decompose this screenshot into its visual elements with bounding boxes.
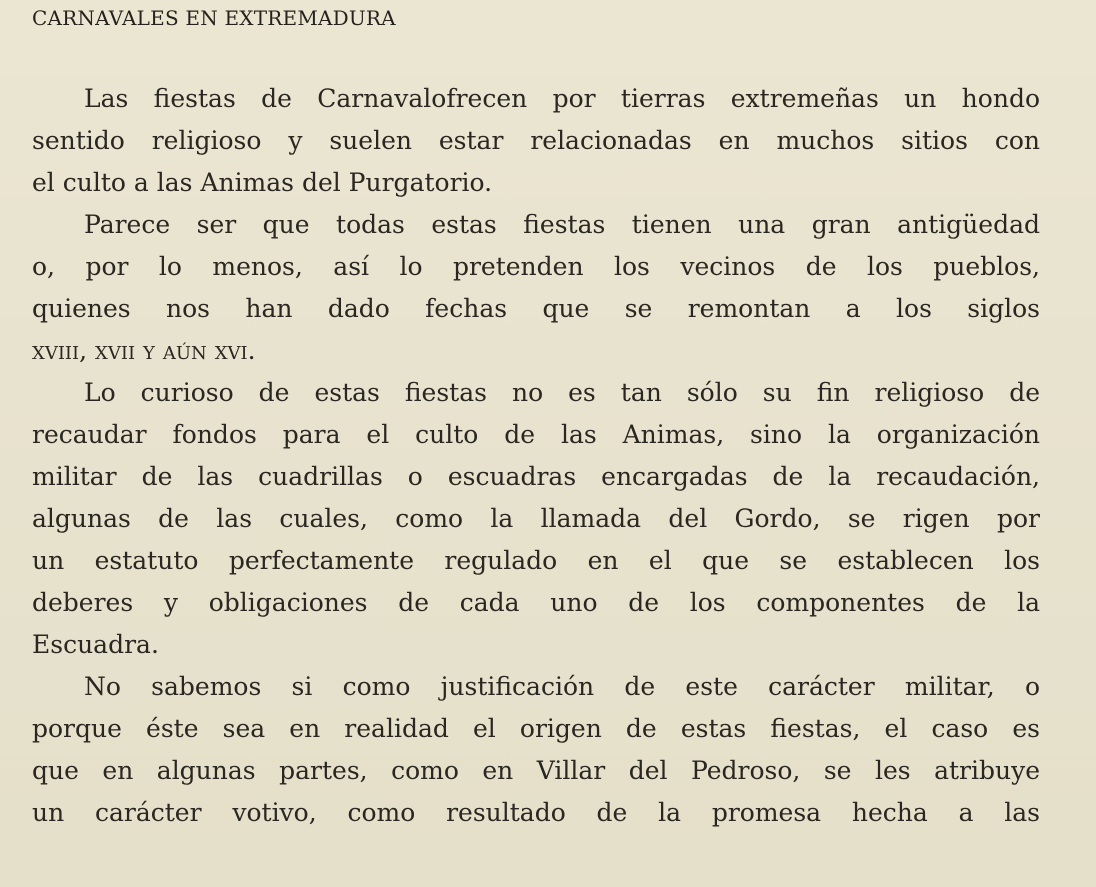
text-line: algunas de las cuales, como la llamada del Gordo, se rigen por — [32, 504, 1040, 533]
text-line: recaudar fondos para el culto de las Animas, sino la organización — [32, 420, 1040, 449]
text-line: el culto a las Animas del Purgatorio. — [32, 168, 493, 197]
text-line: deberes y obligaciones de cada uno de los componentes de la — [32, 588, 1040, 617]
text-line: o, por lo menos, así lo pretenden los vecinos de los pueblos, — [32, 252, 1040, 281]
text-line: No sabemos si como justificación de este carácter militar, o — [84, 672, 1040, 701]
text-line: un carácter votivo, como resultado de la promesa hecha a las — [32, 798, 1040, 827]
body-text — [32, 78, 1040, 834]
text-line: Las fiestas de Carnavalofrecen por tierras extremeñas un hondo — [84, 84, 1040, 113]
paragraph-4 — [32, 666, 1040, 834]
text-line: Lo curioso de estas fiestas no es tan sólo su fin religioso de — [84, 378, 1040, 407]
text-line: Escuadra. — [32, 630, 159, 659]
text-line: Parece ser que todas estas fiestas tienen una gran antigüedad — [84, 210, 1040, 239]
text-line: que en algunas partes, como en Villar del Pedroso, se les atribuye — [32, 756, 1040, 785]
text-line: xviii, xvii y aún xvi. — [32, 336, 256, 365]
paragraph-3 — [32, 372, 1040, 666]
running-header: CARNAVALES EN EXTREMADURA — [32, 6, 396, 30]
text-line: porque éste sea en realidad el origen de estas fiestas, el caso es — [32, 714, 1040, 743]
text-line: un estatuto perfectamente regulado en el que se establecen los — [32, 546, 1040, 575]
paragraph-1 — [32, 78, 1040, 204]
text-line: quienes nos han dado fechas que se remontan a los siglos — [32, 294, 1040, 323]
text-line: militar de las cuadrillas o escuadras encargadas de la recaudación, — [32, 462, 1040, 491]
paragraph-2 — [32, 204, 1040, 372]
text-line: sentido religioso y suelen estar relacionadas en muchos sitios con — [32, 126, 1040, 155]
